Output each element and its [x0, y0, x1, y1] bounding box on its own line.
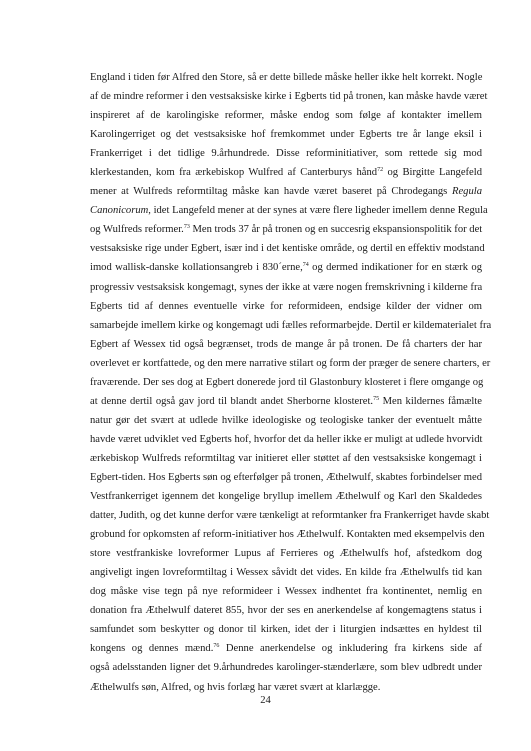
- text-segment: klerkestanden, kom fra ærkebiskop Wulfred af Canterburys hånd: [90, 167, 378, 179]
- text-segment: Æthelwulfs søn, Alfred, og hvis forlæg har været svært at klarlægge.: [90, 681, 381, 693]
- text-segment: datter, Judith, og det kunne derfor være tænkeligt at reformtanker fra Frankerriget havde skabt: [90, 510, 490, 522]
- text-segment: Denne anerkendelse og inkludering fra kirkens side af: [219, 643, 482, 655]
- text-line: [90, 258, 482, 277]
- text-line: [90, 297, 482, 316]
- body-text: [90, 68, 492, 697]
- text-segment: også adelsstanden ligner det 9.århundredes karolinger-stænderlære, som blev udbredt under: [90, 662, 482, 674]
- text-line: [90, 506, 490, 525]
- text-line: [90, 468, 482, 487]
- text-line: [90, 163, 482, 182]
- footnote-reference: 75: [373, 395, 380, 402]
- text-segment: inspireret af de karolingiske reformer, måske endog som følge af kontakter imellem: [90, 110, 482, 122]
- text-line: [90, 278, 482, 297]
- page-number: 24: [260, 695, 271, 706]
- text-line: [90, 487, 482, 506]
- text-line: [90, 601, 482, 620]
- text-segment: at denne dertil også gav jord til blandt andet Sherborne klosteret.: [90, 395, 374, 407]
- text-line: [90, 335, 482, 354]
- italic-text: Regula: [451, 186, 482, 198]
- text-segment: , idet Langefeld mener at der synes at være flere ligheder imellem denne Regula: [148, 205, 488, 217]
- text-line: [90, 87, 488, 106]
- text-line: [90, 220, 482, 239]
- text-line: [90, 678, 482, 697]
- text-line: [90, 316, 492, 335]
- text-line: [90, 392, 482, 411]
- text-segment: Egbert af Wessex tid også begrænset, trods de mange år på tronen. De få charters der har: [90, 338, 482, 350]
- text-segment: Egbert-tiden. Hos Egberts søn og efterfølger på tronen, Æthelwulf, skabtes forbindelser med: [90, 471, 482, 483]
- text-line: [90, 582, 482, 601]
- text-segment: samfundet som beskytter og donor til kirken, idet der i liturgien indsættes en hyldest til: [90, 624, 482, 636]
- text-segment: mener at Wulfreds reformtiltag måske kan havde været baseret på Chrodegangs: [90, 186, 452, 198]
- text-segment: imod wallisk-danske kollationsangreb i 830´erne,: [90, 262, 303, 274]
- footnote-reference: 74: [302, 262, 309, 269]
- text-segment: vestsaksiske rige under Egbert, især ind i det kentiske område, og dertil en effektiv modstand: [90, 243, 485, 255]
- text-segment: progressiv vestsaksisk kongemagt, synes der ikke at være nogen fremskrivning i kilderne fra: [90, 281, 483, 293]
- text-segment: donation fra Æthelwulf dateret 855, hvor der ses en anerkendelse af kongemagtens status i: [90, 605, 482, 617]
- footnote-reference: 76: [213, 643, 220, 650]
- text-line: [90, 639, 482, 658]
- text-segment: Frankerriget i det tidlige 9.århundrede. Disse reforminitiativer, som rettede sig mod: [90, 148, 482, 160]
- text-segment: Men trods 37 år på tronen og en succesrig ekspansionspolitik for det: [189, 224, 483, 236]
- text-line: [90, 201, 488, 220]
- text-segment: angiveligt ingen lovreformtiltag i Wessex såvidt det vides. En kilde fra Æthelwulfs tid kan: [90, 567, 482, 579]
- text-segment: Karolingerriget og det vestsaksiske hof fremkommet under Egberts tre år lange eksil i: [90, 129, 482, 141]
- text-segment: store vestfrankiske lovreformer Lupus af Ferrieres og Æthelwulfs hof, afstedkom dog: [90, 548, 482, 560]
- text-segment: dog måske vise tegn på nye reformideer i Wessex indhentet fra kontinentet, nemlig en: [90, 586, 482, 598]
- text-segment: England i tiden før Alfred den Store, så er dette billede måske heller ikke helt korrekt. Nogle: [90, 72, 483, 83]
- footnote-reference: 73: [183, 224, 190, 231]
- text-line: [90, 544, 482, 563]
- footnote-reference: 72: [377, 167, 384, 174]
- text-segment: Vestfrankerriget igennem det kongelige bryllup imellem Æthelwulf og Karl den Skaldedes: [90, 491, 482, 503]
- text-line: [90, 354, 491, 373]
- text-line: [90, 68, 482, 87]
- text-line: [90, 411, 482, 430]
- text-segment: grobund for opkomsten af reform-initiativer hos Æthelwulf. Kontakten med eksempelvis den: [90, 529, 485, 541]
- text-segment: Men kildernes fåmælte: [379, 395, 482, 407]
- text-line: [90, 144, 482, 163]
- text-segment: natur gør det svært at udlede hvilke ideologiske og teologiske tanker der eventuelt måtte: [90, 414, 482, 426]
- text-segment: fraværende. Der ses dog at Egbert donerede jord til Glastonbury klosteret i flere omgange og: [90, 376, 484, 388]
- text-line: [90, 658, 482, 677]
- text-line: [90, 125, 482, 144]
- text-segment: og dermed indikationer for en stærk og: [308, 262, 482, 274]
- text-segment: kongens og dennes mænd.: [90, 643, 214, 655]
- text-line: [90, 525, 485, 544]
- text-line: [90, 106, 482, 125]
- italic-text: Canonicorum: [90, 205, 149, 217]
- text-line: [90, 182, 482, 201]
- text-segment: samarbejde imellem kirke og kongemagt udi fælles reformarbejde. Dertil er kildematerialet fra: [90, 319, 492, 331]
- text-segment: og Birgitte Langefeld: [383, 167, 482, 179]
- text-segment: havde været udviklet ved Egberts hof, hvorfor det da heller ikke er muligt at udlede hvorvidt: [90, 433, 483, 445]
- text-line: [90, 373, 482, 392]
- text-segment: ærkebiskop Wulfreds reformtiltag var initieret eller støttet af den vestsaksiske kongemagt i: [90, 452, 482, 464]
- text-segment: og Wulfreds reformer.: [90, 224, 184, 236]
- text-segment: overlevet er kortfattede, og den mere narrative stilart og form der præger de senere charters, er: [90, 357, 491, 369]
- text-line: [90, 563, 482, 582]
- text-line: [90, 239, 485, 258]
- text-line: [90, 449, 482, 468]
- text-line: [90, 430, 482, 449]
- text-segment: af de mindre reformer i den vestsaksiske kirke i Egberts tid på tronen, kan måske havde været: [90, 91, 488, 103]
- text-line: [90, 620, 482, 639]
- text-segment: Egberts tid af dennes eventuelle virke for reformideen, endsige kilder der vidner om: [90, 300, 482, 312]
